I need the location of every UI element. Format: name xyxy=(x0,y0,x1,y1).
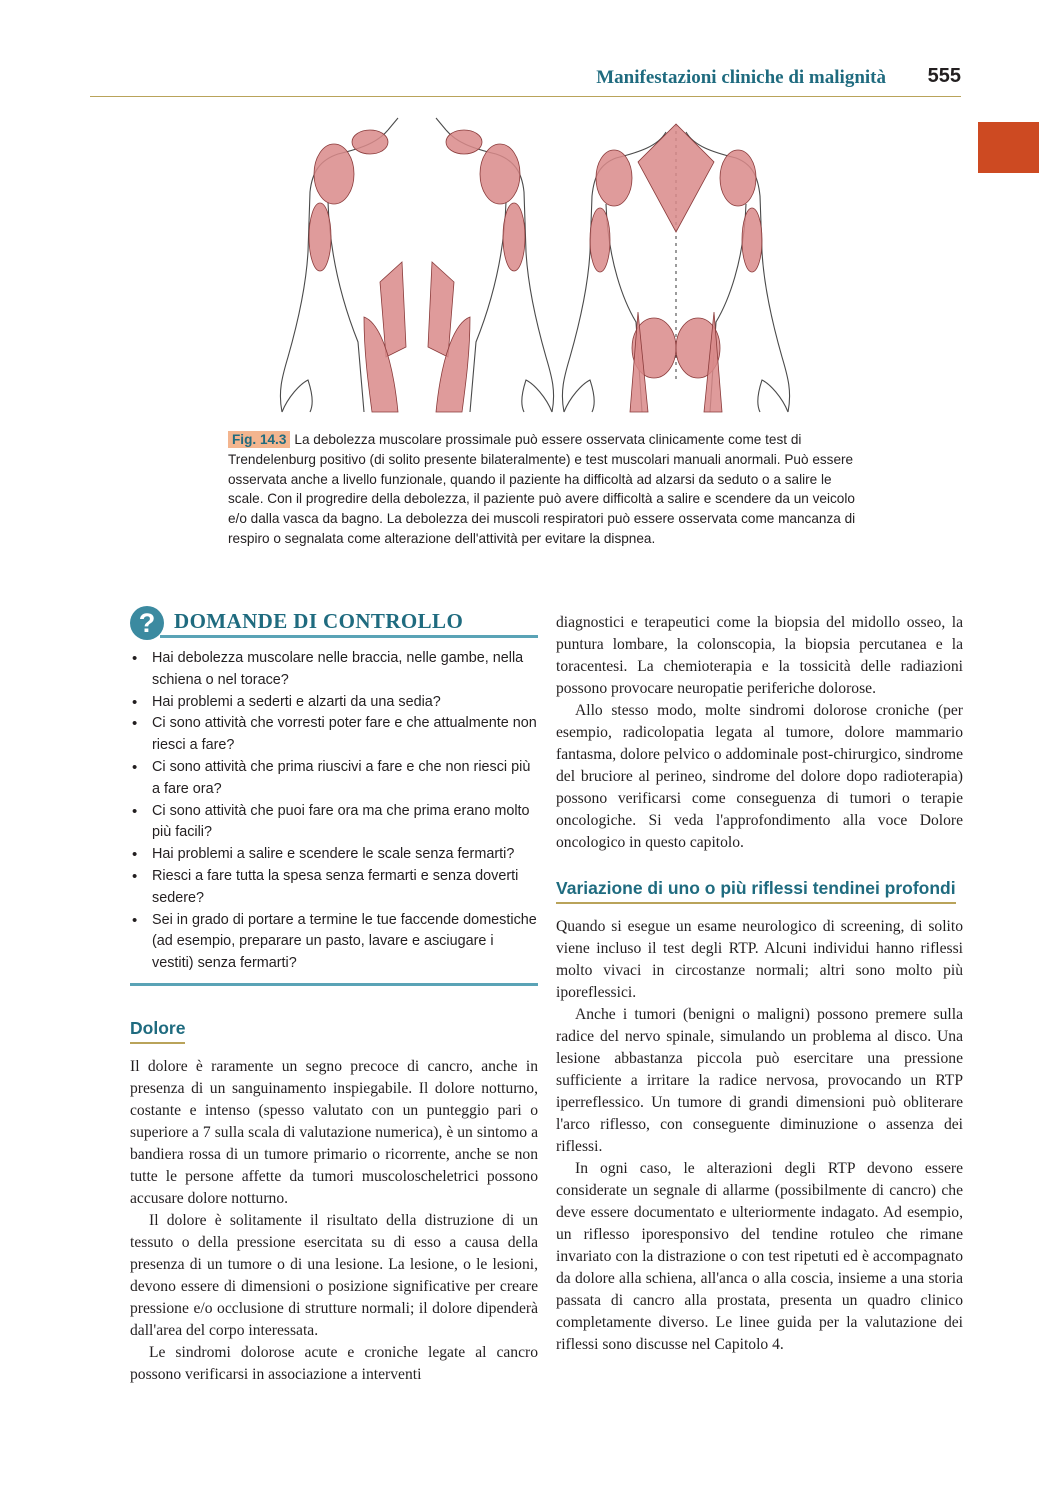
figure-label: Fig. 14.3 xyxy=(228,431,290,448)
left-column xyxy=(130,606,538,1386)
riflessi-paragraph: Anche i tumori (benigni o maligni) possono premere sulla radice del nervo spinale, simulando un problema al disco. Una lesione abbastanza piccola può esercitare una pressione sufficiente a irritare la radice nervosa, provocando un RTP iperreflessico. Un tumore di grandi dimensioni può obliterare l'arco riflesso, con conseguente diminuzione o assenza dei riflessi. xyxy=(556,1006,963,1155)
list-item: • Hai problemi a sederti e alzarti da una sedia? xyxy=(130,692,538,714)
continuation-paragraph: Allo stesso modo, molte sindromi dolorose croniche (per esempio, radicolopatia legata al tumore, dolore mammario fantasma, dolore pelvico o addominale post-chirurgico, sindrome del bruciore al perineo, sindrome del dolore dopo radioterapia) possono verificarsi come conseguenza di tumori o terapie oncologiche. Si veda l'approfondimento alla voce Dolore oncologico in questo capitolo. xyxy=(556,702,963,851)
dolore-paragraph: Le sindromi dolorose acute e croniche legate al cancro possono verificarsi in associazione a interventi xyxy=(130,1343,538,1383)
page-number: 555 xyxy=(927,65,961,87)
list-item: • Ci sono attività che puoi fare ora ma che prima erano molto più facili? xyxy=(130,801,538,845)
muscle-weakness-illustration xyxy=(268,112,828,424)
list-item: • Sei in grado di portare a termine le tue faccende domestiche (ad esempio, preparare un pasto, lavare e asciugare i vestiti) senza fermarti? xyxy=(130,910,538,975)
riflessi-paragraph: In ogni caso, le alterazioni degli RTP devono essere considerate un segnale di allarme (possibilmente di cancro) che deve essere documentato e ulteriormente indagato. Ad esempio, un riflesso iporesponsivo del tendine rotuleo che rimane invariato con la distrazione o con test ripetuti ed è accompagnato da dolore alla schiena, all'anca o alla coscia, insieme a una storia passata di cancro alla prostata, presenta un quadro clinico completamente diverso. Le linee guida per la valutazione dei riflessi sono discusse nel Capitolo 4. xyxy=(556,1160,963,1353)
control-questions-title: DOMANDE DI CONTROLLO xyxy=(174,609,464,633)
anatomy-figure xyxy=(268,112,828,424)
control-questions-rule xyxy=(160,635,538,638)
dolore-paragraph: Il dolore è raramente un segno precoce di cancro, anche in presenza di un sanguinamento inspiegabile. Il dolore notturno, costante e intenso (spesso valutato con un punteggio pari o superiore a 7 sulla scala di valutazione numerica), è un sintomo a bandiera rossa di un tumore primario o ricorrente, anche se non tutte le persone affette da tumori muscoloscheletrici possono accusare dolore notturno. xyxy=(130,1057,538,1207)
list-item: • Hai debolezza muscolare nelle braccia, nelle gambe, nella schiena o nel torace? xyxy=(130,648,538,692)
chapter-thumb-tab xyxy=(978,122,1039,173)
running-title: Manifestazioni cliniche di malignità xyxy=(596,67,886,88)
question-mark-icon: ? xyxy=(130,606,164,640)
control-questions-box xyxy=(130,606,538,986)
list-item: • Hai problemi a salire e scendere le scale senza fermarti? xyxy=(130,844,538,866)
dolore-heading: Dolore xyxy=(130,1018,185,1044)
list-item: • Ci sono attività che vorresti poter fare e che attualmente non riesci a fare? xyxy=(130,713,538,757)
list-item: • Ci sono attività che prima riuscivi a fare e che non riesci più a fare ora? xyxy=(130,757,538,801)
continuation-paragraph: diagnostici e terapeutici come la biopsia del midollo osseo, la puntura lombare, la colonscopia, la biopsia percutanea e la toracentesi. La chemioterapia e la tossicità delle radiazioni possono provocare neuropatie periferiche dolorose. xyxy=(556,614,963,697)
control-questions-list xyxy=(130,648,538,986)
riflessi-heading: Variazione di uno o più riflessi tendinei profondi xyxy=(556,878,956,904)
dolore-paragraph: Il dolore è solitamente il risultato della distruzione di un tessuto o della pressione esercitata su di esso a causa della presenza di un tumore o di una lesione. La lesione, o le lesioni, devono essere di dimensioni o posizione significative per creare pressione e/o occlusione di strutture normali; il dolore dipenderà dall'area del corpo interessata. xyxy=(130,1211,538,1339)
figure-caption-text: La debolezza muscolare prossimale può essere osservata clinicamente come test di Trendelenburg positivo (di solito presente bilateralmente) e test muscolari manuali anormali. Può essere osservata anche a livello funzionale, quando il paziente ha difficoltà ad alzarsi da seduto o a salire le scale. Con il progredire della debolezza, il paziente può avere difficoltà a salire e scendere da un veicolo e/o dalla vasca da bagno. La debolezza dei muscoli respiratori può essere osservata come mancanza di respiro o segnalata come alterazione dell'attività per evitare la dispnea. xyxy=(228,432,856,546)
running-header xyxy=(90,62,961,97)
list-item: • Riesci a fare tutta la spesa senza fermarti e senza doverti sedere? xyxy=(130,866,538,910)
right-column xyxy=(556,612,963,1356)
figure-caption xyxy=(228,430,868,549)
control-questions-header xyxy=(130,606,538,642)
riflessi-paragraph: Quando si esegue un esame neurologico di screening, di solito viene incluso il test degli RTP. Alcuni individui hanno riflessi molto vivaci in circostanze normali; altri sono molto più iporeflessici. xyxy=(556,918,963,1001)
